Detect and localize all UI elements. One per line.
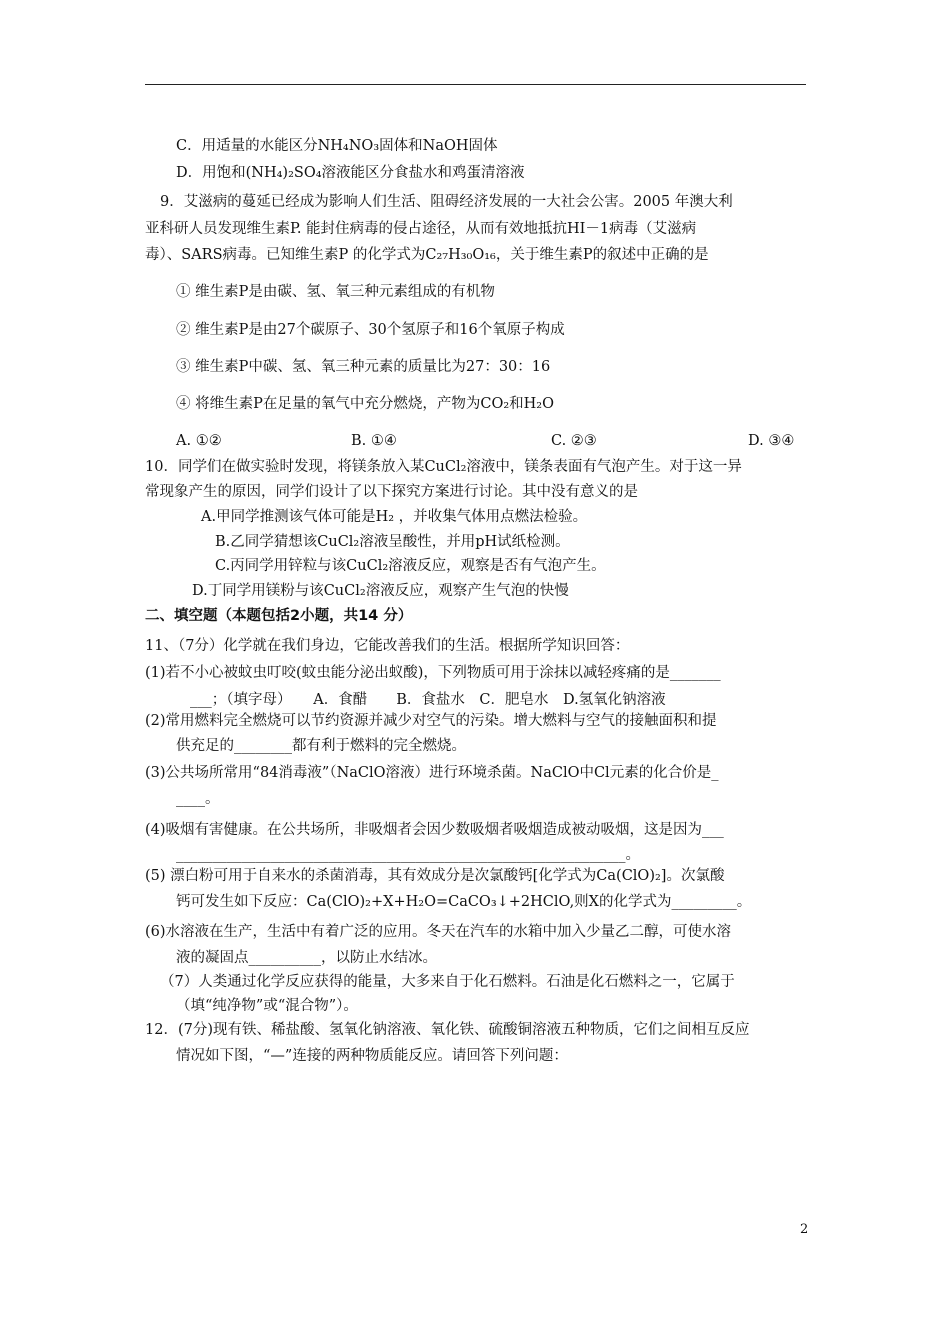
q11-part6-line2: 液的凝固点__________，以防止水结冰。 <box>176 950 437 966</box>
q8-option-d: D．用饱和(NH₄)₂SO₄溶液能区分食盐水和鸡蛋清溶液 <box>176 165 525 181</box>
q10-option-b: B.乙同学猜想该CuCl₂溶液呈酸性，并用pH试纸检测。 <box>215 534 570 550</box>
q9-statement-1: ① 维生素P是由碳、氢、氧三种元素组成的有机物 <box>176 284 495 300</box>
q9-stem-line1: 9．艾滋病的蔓延已经成为影响人们生活、阻碍经济发展的一大社会公害。2005 年澳大利 <box>160 194 733 210</box>
q11-part7-line2: （填“纯净物”或“混合物”）。 <box>176 998 358 1014</box>
q10-stem-line2: 常现象产生的原因，同学们设计了以下探究方案进行讨论。其中没有意义的是 <box>145 484 638 500</box>
q11-part6-line1: (6)水溶液在生产，生活中有着广泛的应用。冬天在汽车的水箱中加入少量乙二醇，可使水溶 <box>145 924 732 940</box>
q11-part5-line2: 钙可发生如下反应：Ca(ClO)₂+X+H₂O=CaCO₃↓+2HClO,则X的化学式为_________。 <box>176 894 752 910</box>
q11-part1-line1: (1)若不小心被蚊虫叮咬(蚊虫能分泌出蚁酸)，下列物质可用于涂抹以减轻疼痛的是_______ <box>145 665 721 681</box>
q9-option-a: A. ①② <box>176 433 222 449</box>
q9-option-b: B. ①④ <box>351 433 397 449</box>
q11-part4-line1: (4)吸烟有害健康。在公共场所，非吸烟者会因少数吸烟者吸烟造成被动吸烟，这是因为___ <box>145 822 724 838</box>
q11-part3-line2: ____。 <box>176 791 220 807</box>
page-number: 2 <box>800 1222 809 1237</box>
q11-part1-line2: ___；（填字母） A．食醋 B．食盐水 C．肥皂水 D.氢氧化钠溶液 <box>190 692 666 708</box>
q11-part5-line1: (5) 漂白粉可用于自来水的杀菌消毒，其有效成分是次氯酸钙[化学式为Ca(ClO)₂]。次氯酸 <box>145 868 725 884</box>
header-rule <box>145 84 806 85</box>
q10-option-a: A.甲同学推测该气体可能是H₂ ，并收集气体用点燃法检验。 <box>201 509 588 525</box>
q11-part4-line2: ______________________________________________________________。 <box>176 847 640 863</box>
q11-part7-line1: （7）人类通过化学反应获得的能量，大多来自于化石燃料。石油是化石燃料之一，它属于 <box>160 974 735 990</box>
q11-part2-line1: (2)常用燃料完全燃烧可以节约资源并减少对空气的污染。增大燃料与空气的接触面积和提 <box>145 713 717 729</box>
q9-statement-2: ② 维生素P是由27个碳原子、30个氢原子和16个氧原子构成 <box>176 322 565 338</box>
q11-part3-line1: (3)公共场所常用“84消毒液”（NaClO溶液）进行环境杀菌。NaClO中Cl元素的化合价是_ <box>145 765 719 781</box>
q11-part2-line2: 供充足的________都有利于燃料的完全燃烧。 <box>176 738 466 754</box>
q10-stem-line1: 10．同学们在做实验时发现，将镁条放入某CuCl₂溶液中，镁条表面有气泡产生。对于这一异 <box>145 459 742 475</box>
q9-statement-3: ③ 维生素P中碳、氢、氧三种元素的质量比为27：30：16 <box>176 359 551 375</box>
q9-statement-4: ④ 将维生素P在足量的氧气中充分燃烧，产物为CO₂和H₂O <box>176 396 555 412</box>
q9-stem-line2: 亚科研人员发现维生素P. 能封住病毒的侵占途径，从而有效地抵抗HI－1病毒（艾滋病 <box>145 221 697 237</box>
q11-intro: 11、（7分）化学就在我们身边，它能改善我们的生活。根据所学知识回答： <box>145 638 630 654</box>
q12-stem-line2: 情况如下图，“—”连接的两种物质能反应。请回答下列问题： <box>176 1048 568 1064</box>
q12-stem-line1: 12．(7分)现有铁、稀盐酸、氢氧化钠溶液、氧化铁、硫酸铜溶液五种物质，它们之间相互反应 <box>145 1022 750 1038</box>
q9-option-d: D. ③④ <box>748 433 795 449</box>
q10-option-d: D.丁同学用镁粉与该CuCl₂溶液反应，观察产生气泡的快慢 <box>192 583 569 599</box>
q9-option-c: C. ②③ <box>551 433 597 449</box>
section-heading: 二、填空题（本题包括2小题，共14 分） <box>145 608 413 624</box>
q9-stem-line3: 毒）、SARS病毒。已知维生素P 的化学式为C₂₇H₃₀O₁₆，关于维生素P的叙述中正确的是 <box>145 247 709 263</box>
q10-option-c: C.丙同学用锌粒与该CuCl₂溶液反应，观察是否有气泡产生。 <box>215 558 606 574</box>
q8-option-c: C．用适量的水能区分NH₄NO₃固体和NaOH固体 <box>176 138 498 154</box>
